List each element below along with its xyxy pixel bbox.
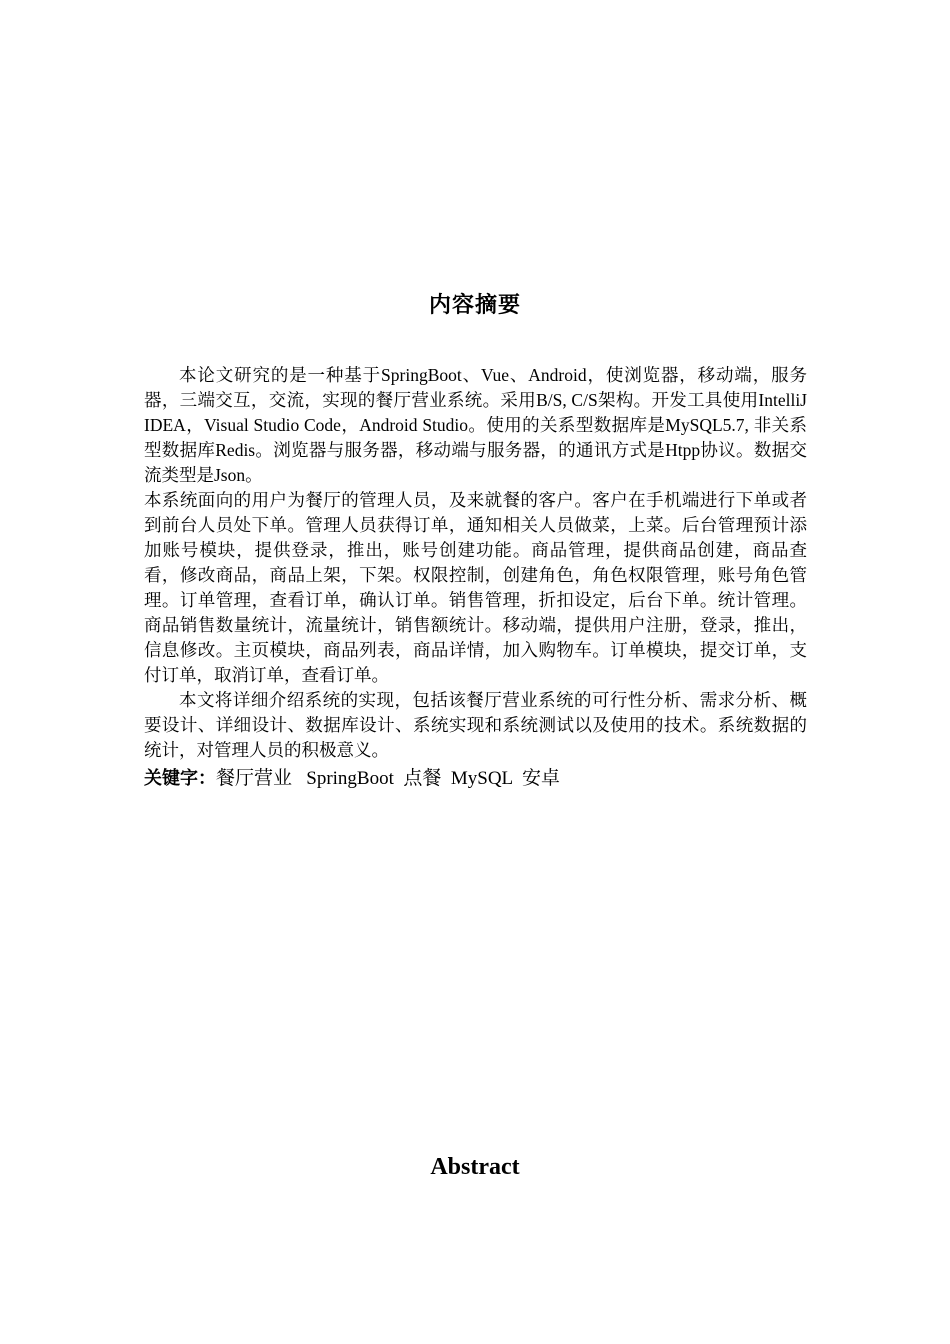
abstract-paragraph-1: 本论文研究的是一种基于SpringBoot、Vue、Android，使浏览器，移动端，服务器，三端交互，交流，实现的餐厅营业系统。采用B/S, C/S架构。开发工具使用IntelliJ IDEA，Visual Studio Code，Android Studio。使用的关系型数据库是MySQL5.7, 非关系型数据库Redis。浏览器与服务器，移动端与服务器，的通讯方式是Htpp协议。数据交流类型是Json。 (144, 365, 807, 485)
keywords-label: 关键字： (144, 768, 216, 789)
abstract-paragraph-2: 本系统面向的用户为餐厅的管理人员，及来就餐的客户。客户在手机端进行下单或者到前台人员处下单。管理人员获得订单，通知相关人员做菜，上菜。后台管理预计添加账号模块，提供登录，推出，账号创建功能。商品管理，提供商品创建，商品查看，修改商品，商品上架，下架。权限控制，创建角色，角色权限管理，账号角色管理。订单管理，查看订单，确认订单。销售管理，折扣设定，后台下单。统计管理。商品销售数量统计，流量统计，销售额统计。移动端，提供用户注册，登录，推出，信息修改。主页模块，商品列表，商品详情，加入购物车。订单模块，提交订单，支付订单，取消订单，查看订单。 (144, 490, 807, 685)
abstract-title-en: Abstract (430, 1154, 520, 1180)
abstract-title-zh: 内容摘要 (428, 293, 521, 318)
keywords-line (144, 765, 807, 793)
abstract-paragraph-3: 本文将详细介绍系统的实现，包括该餐厅营业系统的可行性分析、需求分析、概要设计、详细设计、数据库设计、系统实现和系统测试以及使用的技术。系统数据的统计，对管理人员的积极意义。 (144, 690, 807, 760)
keywords-values: 餐厅营业 SpringBoot 点餐 MySQL 安卓 (216, 768, 560, 789)
abstract-body (144, 363, 807, 793)
